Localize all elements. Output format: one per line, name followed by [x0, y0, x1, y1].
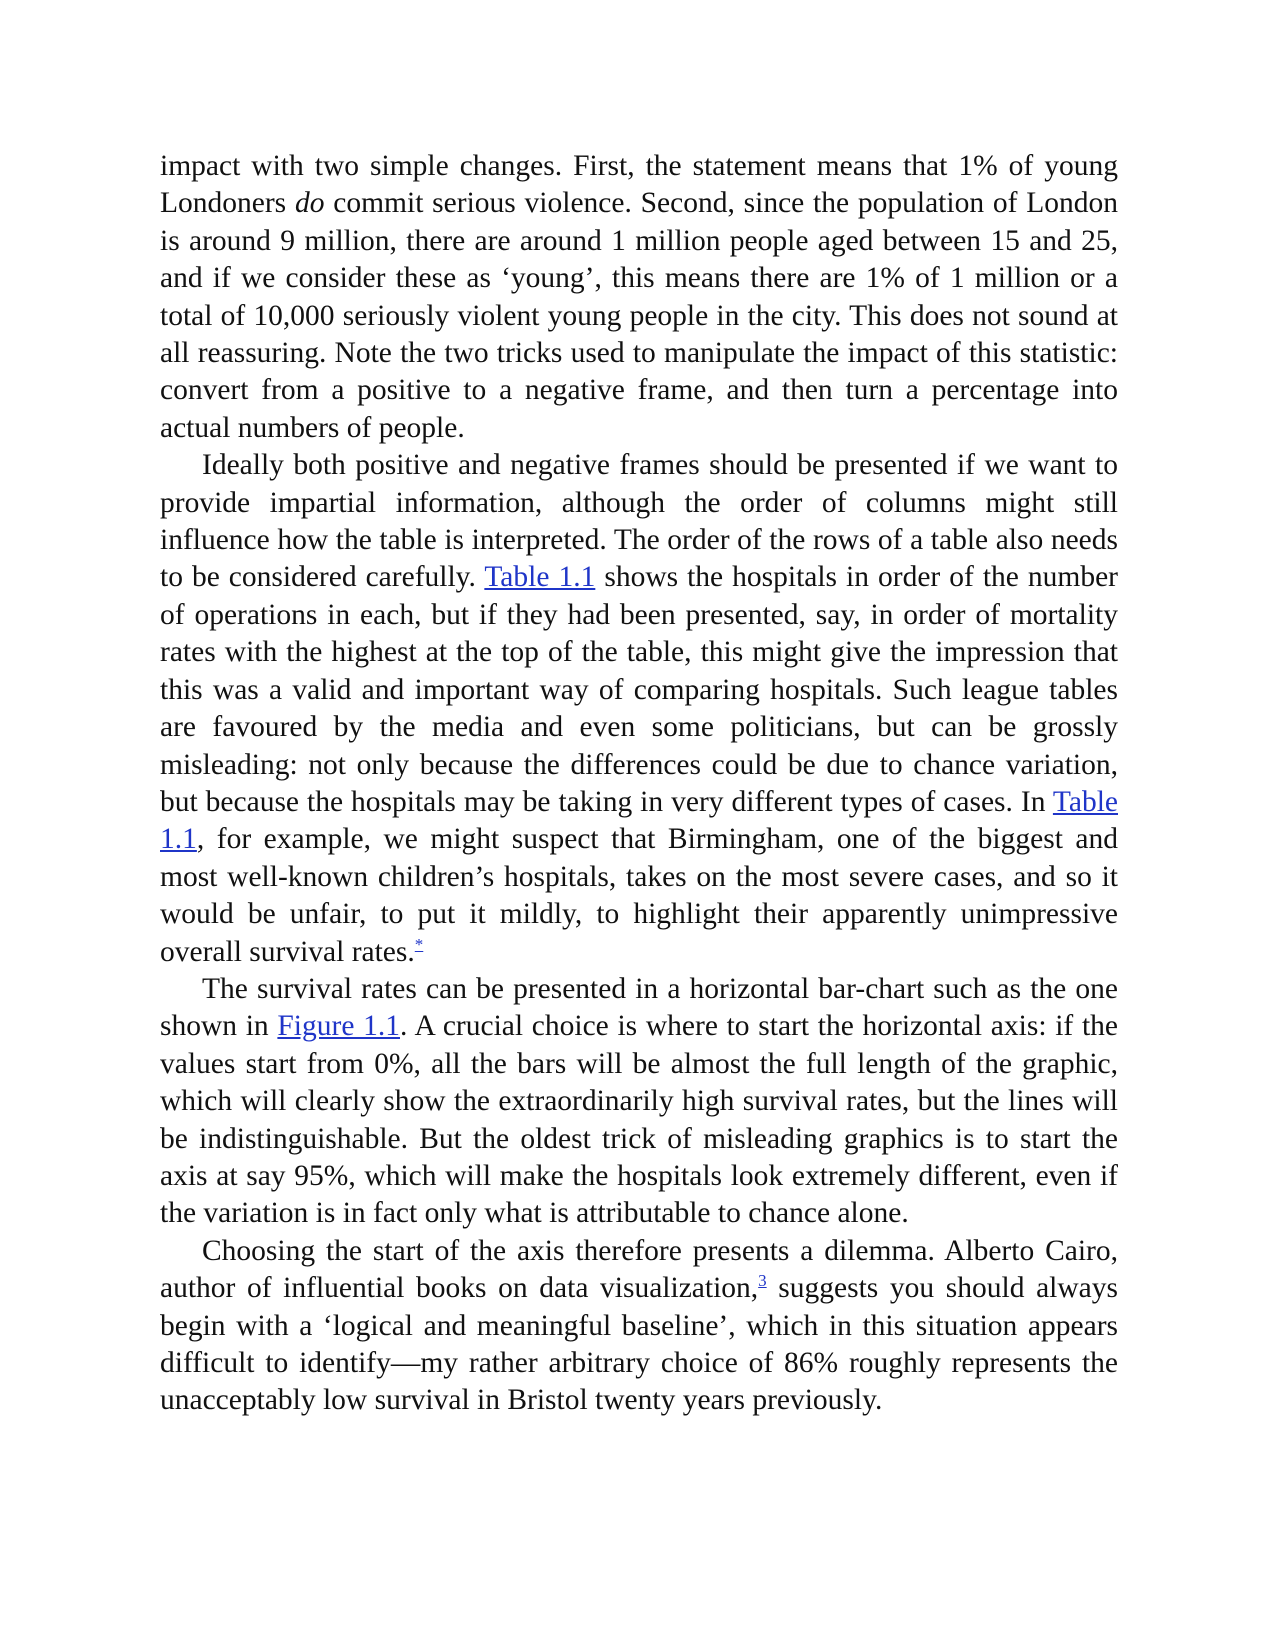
text-run: impact with two simple changes. First, the statement means that 1% of young Londoners	[160, 150, 1118, 220]
text-run: . A crucial choice is where to start the horizontal axis: if the values start from 0%, all the bars will be almost the full length of the graphic, which will clearly show the extraordinarily high survival rates, but the lines will be indistinguishable. But the oldest trick of misleading graphics is to start the axis at say 95%, which will make the hospitals look extremely different, even if the variation is in fact only what is attributable to chance alone.	[160, 1010, 1118, 1230]
text-run: Ideally both positive and negative frames should be presented if we want to provide impartial information, although the order of columns might still influence how the table is interpreted. The order of the rows of a table also needs to be considered carefully.	[160, 449, 1118, 594]
figure-1-1-link[interactable]: Figure 1.1	[277, 1010, 400, 1043]
footnote-marker	[415, 935, 424, 954]
text-run: The survival rates can be presented in a horizontal bar-chart such as the one shown in	[160, 972, 1118, 1043]
italic-emphasis: do	[294, 187, 325, 220]
footnote-marker	[758, 1271, 767, 1290]
text-run: suggests you should always begin with a ‘logical and meaningful baseline’, which in this situation appears difficult to identify—my rather arbitrary choice of 86% roughly represents the unacceptably low survival in Bristol twenty years previously.	[160, 1272, 1118, 1417]
paragraph-3	[160, 971, 1118, 1233]
table-1-1-link[interactable]: Table 1.1	[484, 561, 596, 594]
footnote-3-link[interactable]: 3	[758, 1271, 767, 1291]
document-page	[160, 148, 1118, 1420]
text-run: commit serious violence. Second, since the population of London is around 9 million, there are around 1 million people aged between 15 and 25, and if we consider these as ‘young’, this means there are 1% of 1 million or a total of 10,000 seriously violent young people in the city. This does not sound at all reassuring. Note the two tricks used to manipulate the impact of this statistic: convert from a positive to a negative frame, and then turn a percentage into actual numbers of people.	[160, 187, 1118, 444]
paragraph-4	[160, 1233, 1118, 1420]
paragraph-2	[160, 447, 1118, 971]
text-run: Choosing the start of the axis therefore presents a dilemma. Alberto Cairo, author of influential books on data visualization,	[160, 1234, 1118, 1305]
text-run: shows the hospitals in order of the number of operations in each, but if they had been presented, say, in order of mortality rates with the highest at the top of the table, this might give the impression that this was a valid and important way of comparing hospitals. Such league tables are favoured by the media and even some politicians, but can be grossly misleading: not only because the differences could be due to chance variation, but because the hospitals may be taking in very different types of cases. In	[160, 561, 1118, 818]
paragraph-1	[160, 148, 1118, 447]
text-run: , for example, we might suspect that Birmingham, one of the biggest and most well-known children’s hospitals, takes on the most severe cases, and so it would be unfair, to put it mildly, to highlight their apparently unimpressive overall survival rates.	[160, 823, 1118, 968]
footnote-asterisk-link[interactable]: *	[414, 934, 424, 954]
table-1-1-link[interactable]: Table 1.1	[160, 785, 1118, 856]
